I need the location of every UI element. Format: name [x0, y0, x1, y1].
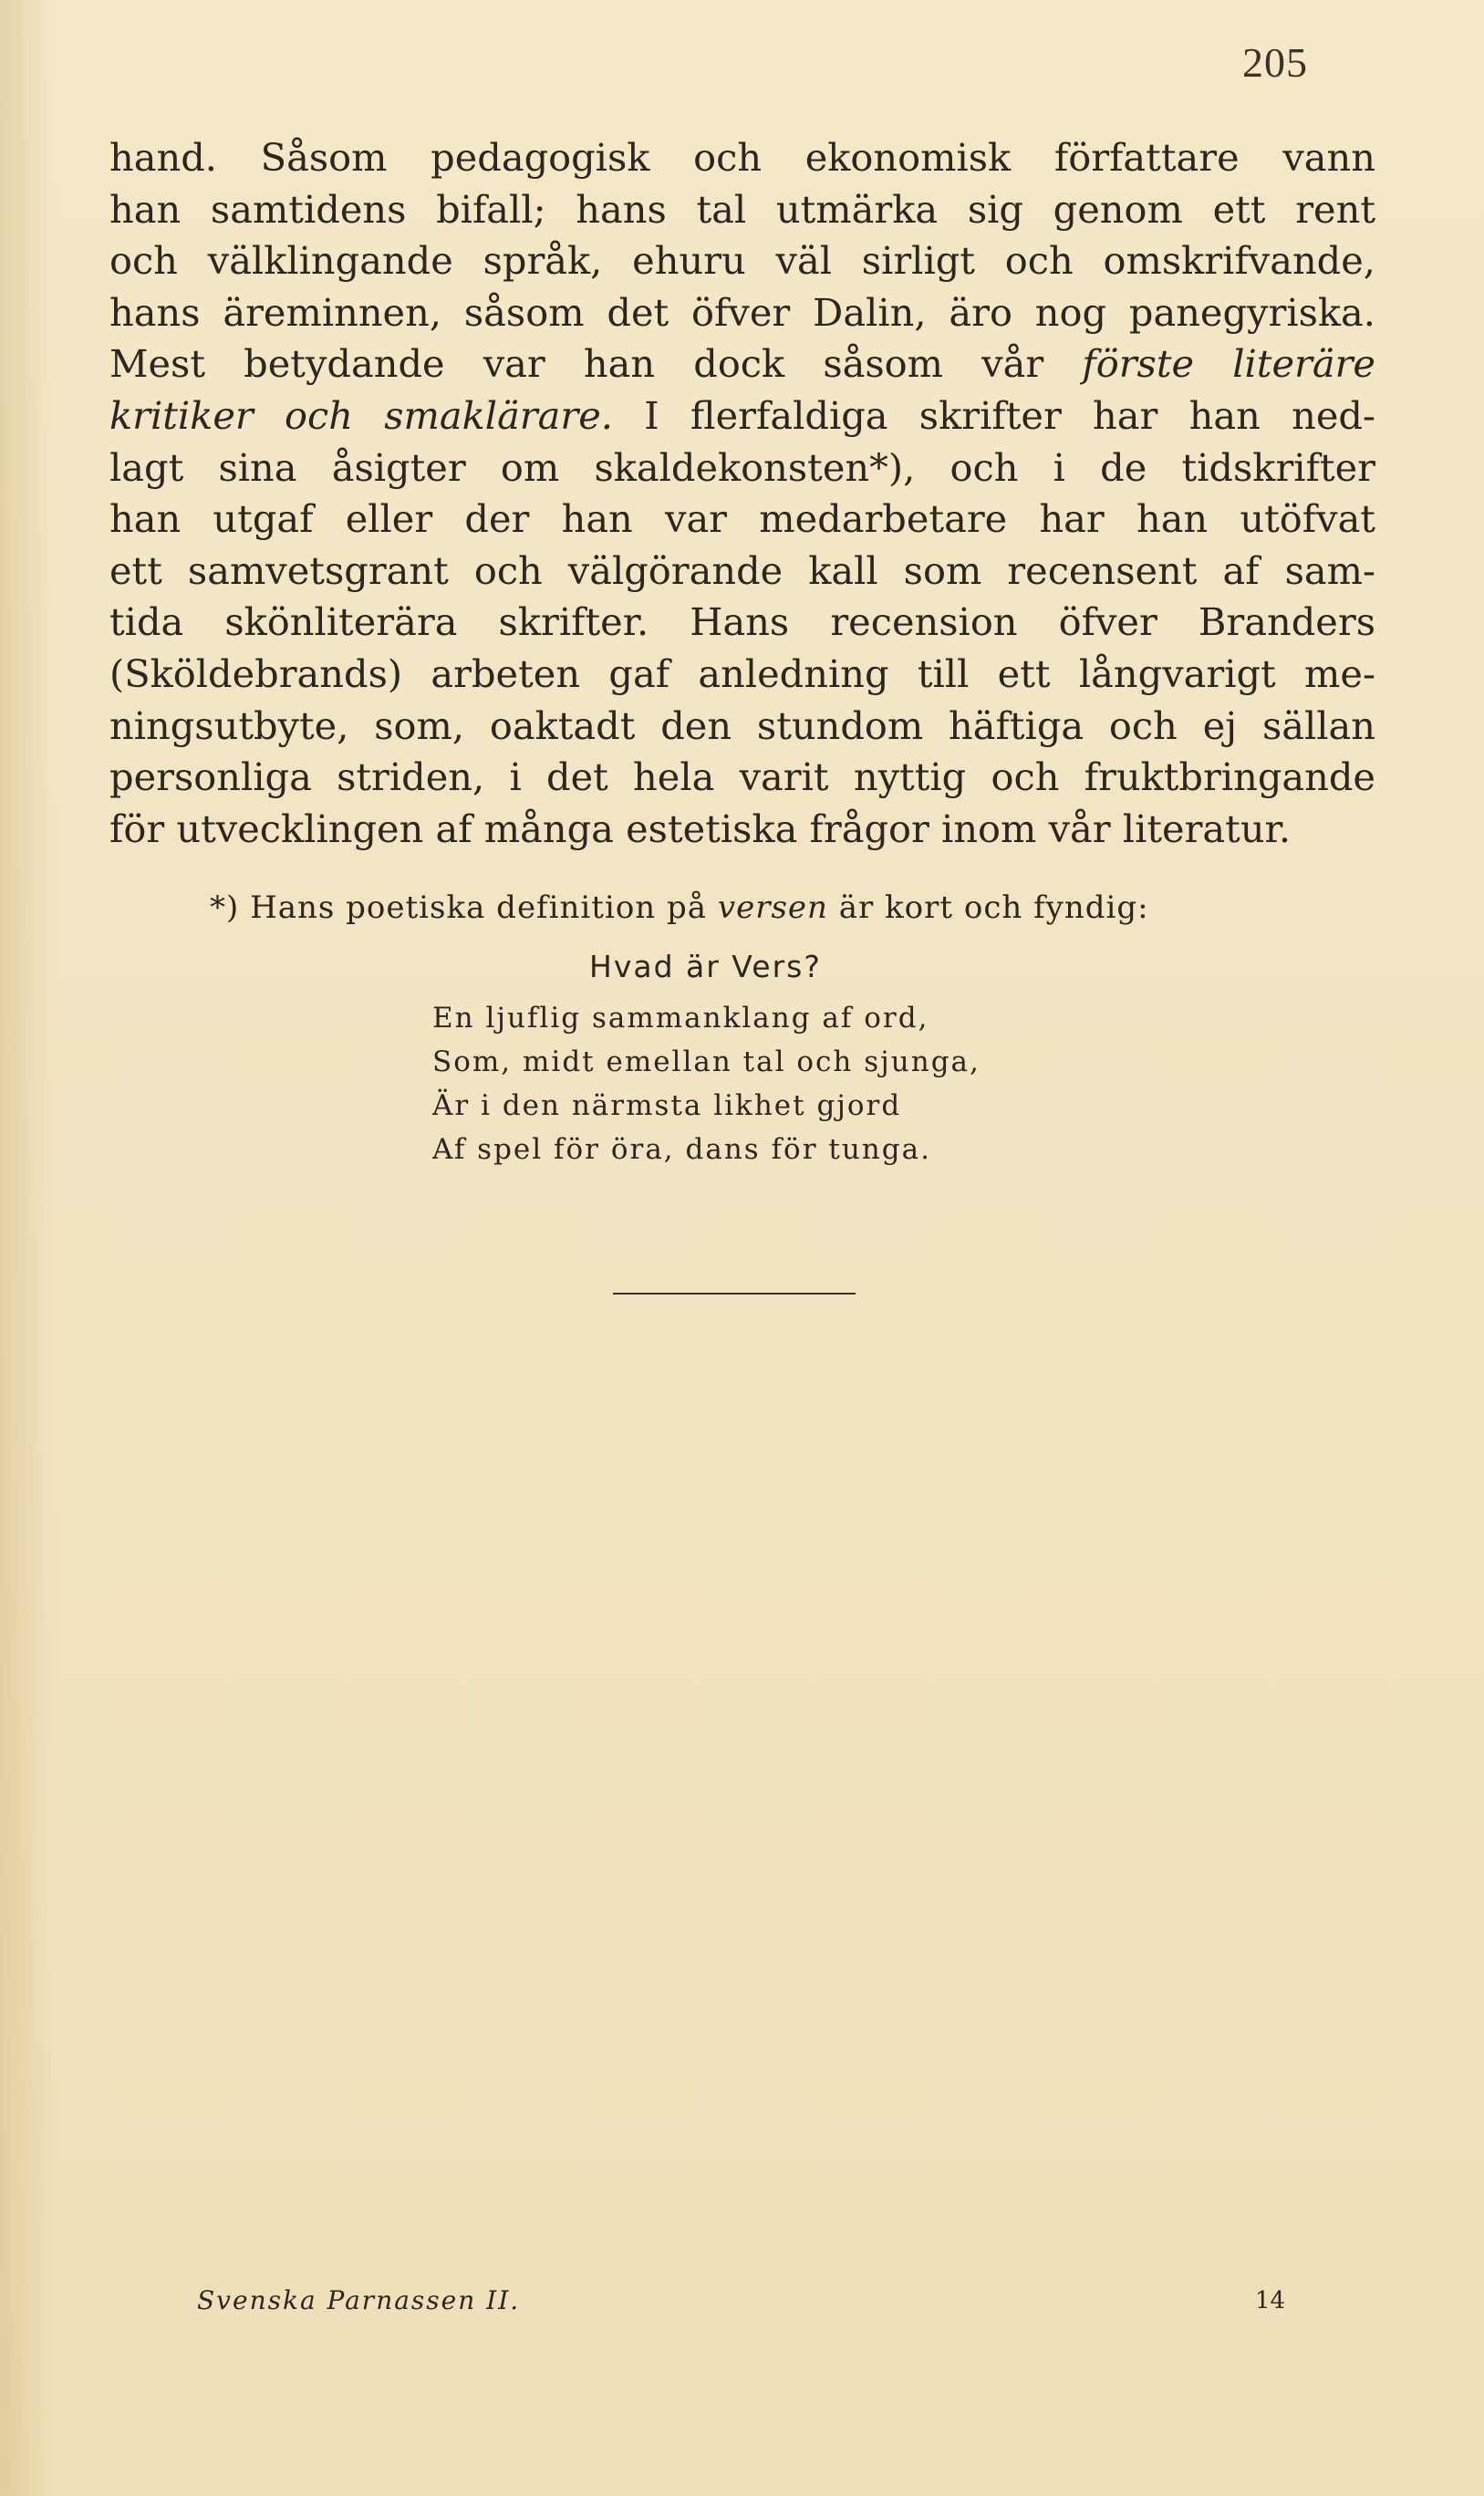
poem — [432, 996, 981, 1171]
body-paragraph — [109, 132, 1375, 855]
footnote-text: Hans poetiska definition på — [250, 889, 708, 926]
text-line: hans äreminnen, såsom det öfver Dalin, äro nog panegyriska. — [109, 289, 1375, 335]
text-line: ningsutbyte, som, oaktadt den stundom häftiga och ej sällan — [109, 702, 1375, 748]
text-line: hand. Såsom pedagogisk och ekonomisk författare vann — [109, 135, 1375, 180]
poem-line: Är i den närmsta likhet gjord — [432, 1089, 902, 1122]
text-line: och välklingande språk, ehuru väl sirligt och omskrifvande, — [109, 238, 1375, 284]
footnote-marker: *) — [210, 889, 240, 926]
poem-title: Hvad är Vers? — [589, 949, 822, 984]
text-line: (Sköldebrands) arbeten gaf anledning till ett långvarigt me- — [109, 650, 1375, 696]
text-segment: Mest betydande var han dock såsom vår — [109, 341, 1044, 387]
text-line: för utvecklingen af många estetiska frågor inom vår literatur. — [109, 806, 1292, 851]
footnote-text: är kort och fyndig: — [838, 889, 1149, 926]
footnote-italic: versen — [717, 889, 828, 926]
poem-line: En ljuflig sammanklang af ord, — [432, 1002, 929, 1035]
text-line — [109, 390, 1375, 442]
text-line: han samtidens bifall; hans tal utmärka sig genom ett rent — [109, 186, 1375, 232]
text-line: ett samvetsgrant och välgörande kall som recensent af sam- — [109, 547, 1375, 593]
text-segment: I flerfaldiga skrifter har han ned- — [644, 392, 1375, 438]
text-line — [109, 338, 1375, 390]
page-number: 205 — [1242, 39, 1308, 86]
poem-line: Af spel för öra, dans för tunga. — [432, 1133, 931, 1166]
text-line: tida skönliterära skrifter. Hans recension öfver Branders — [109, 599, 1375, 645]
section-divider — [613, 1293, 856, 1295]
text-line: personliga striden, i det hela varit nyttig och fruktbringande — [109, 754, 1375, 800]
printer-signature: Svenska Parnassen II. — [197, 2285, 521, 2315]
text-line: lagt sina åsigter om skaldekonsten*), och i de tidskrifter — [109, 444, 1375, 490]
text-line: han utgaf eller der han var medarbetare har han utöfvat — [109, 496, 1375, 542]
italic-phrase: förste literäre — [1082, 341, 1375, 387]
footnote — [210, 887, 1149, 929]
sheet-number: 14 — [1255, 2287, 1286, 2314]
poem-line: Som, midt emellan tal och sjunga, — [432, 1045, 981, 1078]
italic-phrase: kritiker och smaklärare. — [109, 392, 613, 438]
